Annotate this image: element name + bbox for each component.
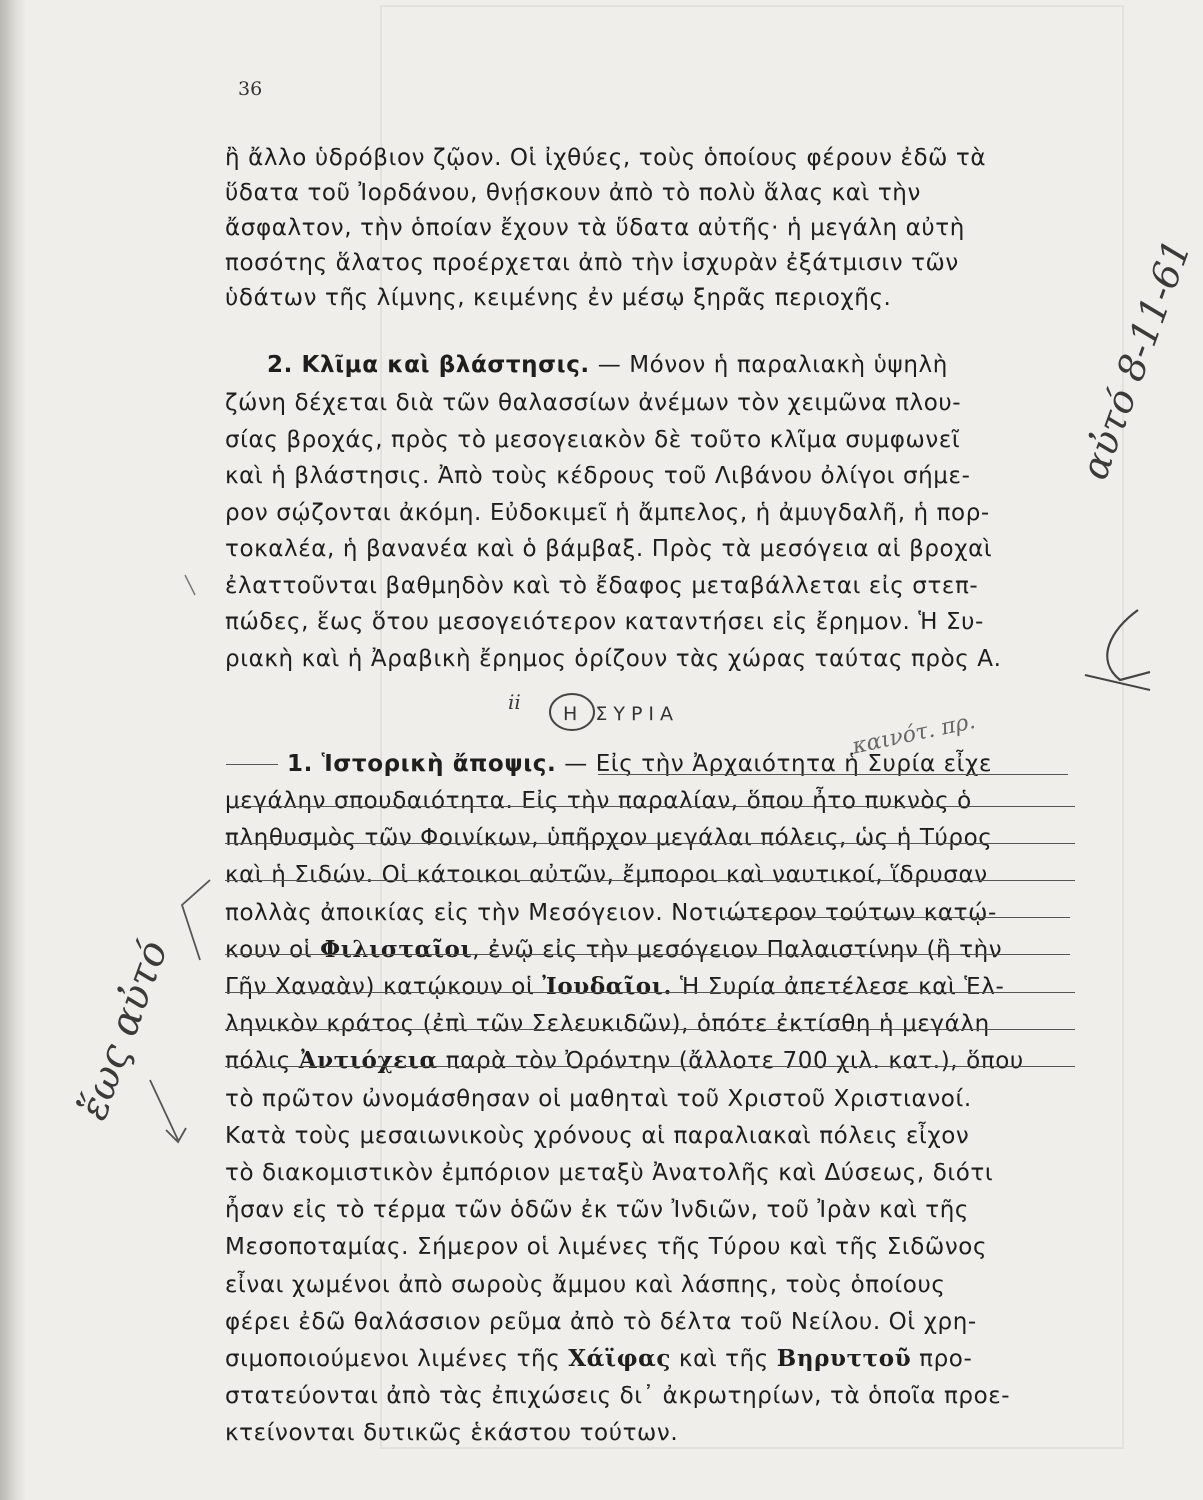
text-run: καὶ ἡ Σιδών. Οἱ κάτοικοι αὐτῶν, ἔμποροι καὶ ναυτικοί, ἵδρυσαν <box>225 862 988 889</box>
pen-dash <box>226 764 278 765</box>
pen-underline <box>225 1066 1075 1067</box>
pen-underline <box>225 880 1075 881</box>
text-run: εἶναι χωμένοι ἀπὸ σωροὺς ἄμμου καὶ λάσπης, τοὺς ὁποίους <box>225 1271 946 1298</box>
text-line: πώδες, ἕως ὅτου μεσογειότερον καταντήσει εἰς ἔρημον. Ἡ Συ- <box>225 609 984 635</box>
binding-shadow <box>0 0 26 1500</box>
bold-term: Ἰουδαῖοι. <box>542 973 673 1000</box>
text-line: ζώνη δέχεται διὰ τῶν θαλασσίων ἀνέμων τὸν χειμῶνα πλου- <box>225 390 962 416</box>
margin-section-note: καινότ. πρ. <box>850 708 978 760</box>
bold-term: Ἀντιόχεια <box>298 1047 438 1075</box>
bold-term: Βηρυττοῦ <box>776 1345 912 1372</box>
paragraph-3-first-line <box>225 746 1075 782</box>
text-run: κτείνονται δυτικῶς ἑκάστου τούτων. <box>225 1420 679 1447</box>
text-line: ὑδάτων τῆς λίμνης, κειμένης ἐν μέσῳ ξηρᾶς περιοχῆς. <box>225 285 892 311</box>
text-run: στατεύονται ἀπὸ τὰς ἐπιχώσεις δι᾽ ἀκρωτηρίων, τὰ ὁποῖα προε- <box>225 1383 1011 1410</box>
page-number: 36 <box>238 78 263 100</box>
text-run: ληνικὸν κράτος (ἐπὶ τῶν Σελευκιδῶν), ὁπότε ἐκτίσθη ἡ μεγάλη <box>225 1011 990 1038</box>
paragraph-2-heading: 2. Κλῖμα καὶ βλάστησις. <box>267 352 590 378</box>
text-line: ριακὴ καὶ ἡ Ἀραβικὴ ἔρημος ὁρίζουν τὰς χώρας ταύτας πρὸς Α. <box>225 645 1002 672</box>
text-line <box>225 895 1075 931</box>
text-run: σιμοποιούμενοι λιμένες τῆς <box>225 1346 569 1372</box>
paragraph-2-first-line-rest: — Μόνον ἡ παραλιακὴ ὑψηλὴ <box>597 352 948 378</box>
arrow-icon <box>150 1080 186 1142</box>
text-line <box>225 1006 1075 1042</box>
text-run: πληθυσμὸς τῶν Φοινίκων, ὑπῆρχον μεγάλαι πόλεις, ὡς ἡ Τύρος <box>225 825 993 852</box>
text-line <box>225 1192 1075 1228</box>
text-run: Κατὰ τοὺς μεσαιωνικοὺς χρόνους αἱ παραλιακαὶ πόλεις εἶχον <box>225 1122 970 1149</box>
text-line <box>225 820 1075 856</box>
text-line <box>225 969 1075 1005</box>
text-run: Γῆν Χαναὰν) κατῴκουν οἱ <box>225 974 543 1000</box>
text-run: Μεσοποταμίας. Σήμερον οἱ λιμένες τῆς Τύρου καὶ τῆς Σιδῶνος <box>225 1234 988 1261</box>
text-line: καὶ ἡ βλάστησις. Ἀπὸ τοὺς κέδρους τοῦ Λιβάνου ὀλίγοι σήμε- <box>225 463 971 489</box>
text-line: ρον σῴζονται ἀκόμη. Εὐδοκιμεῖ ἡ ἄμπελος, ἡ ἀμυγδαλῆ, ἡ πορ- <box>225 499 990 526</box>
text-line <box>225 1229 1075 1265</box>
text-line: ὕδατα τοῦ Ἰορδάνου, θνῄσκουν ἀπὸ τὸ πολὺ ἅλας καὶ τὴν <box>225 180 921 206</box>
text-line <box>225 1118 1075 1154</box>
text-line <box>225 1341 1075 1377</box>
text-line <box>225 932 1075 968</box>
text-line: ἄσφαλτον, τὴν ὁποίαν ἔχουν τὰ ὕδατα αὐτῆς· ἡ μεγάλη αὐτὴ <box>225 215 965 241</box>
text-run: πόλις <box>225 1048 299 1075</box>
text-line: ἢ ἄλλο ὑδρόβιον ζῷον. Οἱ ἰχθύες, τοὺς ὁποίους φέρουν ἐδῶ τὰ <box>225 145 987 171</box>
text-run: καὶ τῆς <box>671 1346 777 1372</box>
bold-term: Χάϊφας <box>568 1345 672 1372</box>
text-line <box>225 1304 1075 1340</box>
pen-stroke <box>185 575 195 595</box>
pen-underline <box>225 1029 1075 1030</box>
margin-left-note: ἕως αὐτό <box>70 934 178 1126</box>
text-line: ποσότης ἅλατος προέρχεται ἀπὸ τὴν ἰσχυρὰν ἐξάτμισιν τῶν <box>225 250 959 276</box>
paragraph-3-heading: 1. Ἱστορικὴ ἄποψις. <box>287 751 557 777</box>
pen-underline <box>725 917 1070 918</box>
pen-underline <box>225 843 1075 844</box>
pen-underline <box>598 774 1068 775</box>
pen-underline <box>225 992 1075 993</box>
text-line <box>225 1378 1075 1414</box>
text-run: ἦσαν εἰς τὸ τέρμα τῶν ὁδῶν ἐκ τῶν Ἰνδιῶν, τοῦ Ἰρὰν καὶ τῆς <box>225 1197 970 1224</box>
bold-term: Φιλισταῖοι <box>320 935 473 963</box>
text-run: τὸ πρῶτον ὠνομάσθησαν οἱ μαθηταὶ τοῦ Χριστοῦ Χριστιανοί. <box>225 1085 972 1112</box>
text-run: κουν οἱ <box>225 936 321 963</box>
text-line <box>225 783 1075 819</box>
text-line <box>225 1043 1075 1079</box>
text-run: προ- <box>911 1346 973 1372</box>
text-run: πολλὰς ἀποικίας εἰς τὴν Μεσόγειον. Νοτιώτερον τούτων κατῴ- <box>225 899 997 926</box>
pen-underline <box>230 806 1075 807</box>
text-line <box>225 1155 1075 1191</box>
section-title: Η ΣΥΡΙΑ <box>563 703 679 725</box>
pen-underline <box>225 954 1070 955</box>
pen-bracket <box>182 880 210 960</box>
text-line <box>225 857 1075 893</box>
text-line: τοκαλέα, ἡ βανανέα καὶ ὁ βάμβαξ. Πρὸς τὰ μεσόγεια αἱ βροχαὶ <box>225 536 993 562</box>
text-run: μεγάλην σπουδαιότητα. Εἰς τὴν παραλίαν, ὅπου ἦτο πυκνὸς ὁ <box>225 788 972 814</box>
text-run: , ἐνῷ εἰς τὴν μεσόγειον Παλαιστίνην (ἢ τὴν <box>472 936 1003 963</box>
margin-date-note: αὐτό 8-11-61 <box>1072 233 1200 486</box>
text-run: τὸ διακομιστικὸν ἐμπόριον μεταξὺ Ἀνατολῆς καὶ Δύσεως, διότι <box>225 1160 994 1186</box>
text-run: Ἡ Συρία ἀπετέλεσε καὶ Ἑλ- <box>672 974 1005 1000</box>
text-line <box>225 1267 1075 1303</box>
text-run: παρὰ τὸν Ὀρόντην (ἄλλοτε 700 χιλ. κατ.), ὅπου <box>437 1048 1024 1075</box>
text-run: φέρει ἐδῶ θαλάσσιον ρεῦμα ἀπὸ τὸ δέλτα τοῦ Νείλου. Οἱ χρη- <box>225 1308 977 1335</box>
text-line: ἐλαττοῦνται βαθμηδὸν καὶ τὸ ἔδαφος μεταβάλλεται εἰς στεπ- <box>225 572 979 599</box>
margin-mark-ii: ii <box>508 690 521 714</box>
text-line: σίας βροχάς, πρὸς τὸ μεσογειακὸν δὲ τοῦτο κλῖμα συμφωνεῖ <box>225 426 961 453</box>
paragraph-3-first-line-rest: — Εἰς τὴν Ἀρχαιότητα ἡ Συρία εἶχε <box>564 751 992 777</box>
text-line <box>225 1081 1075 1117</box>
paragraph-2-first-line <box>225 347 1075 383</box>
text-line <box>225 1415 1075 1451</box>
